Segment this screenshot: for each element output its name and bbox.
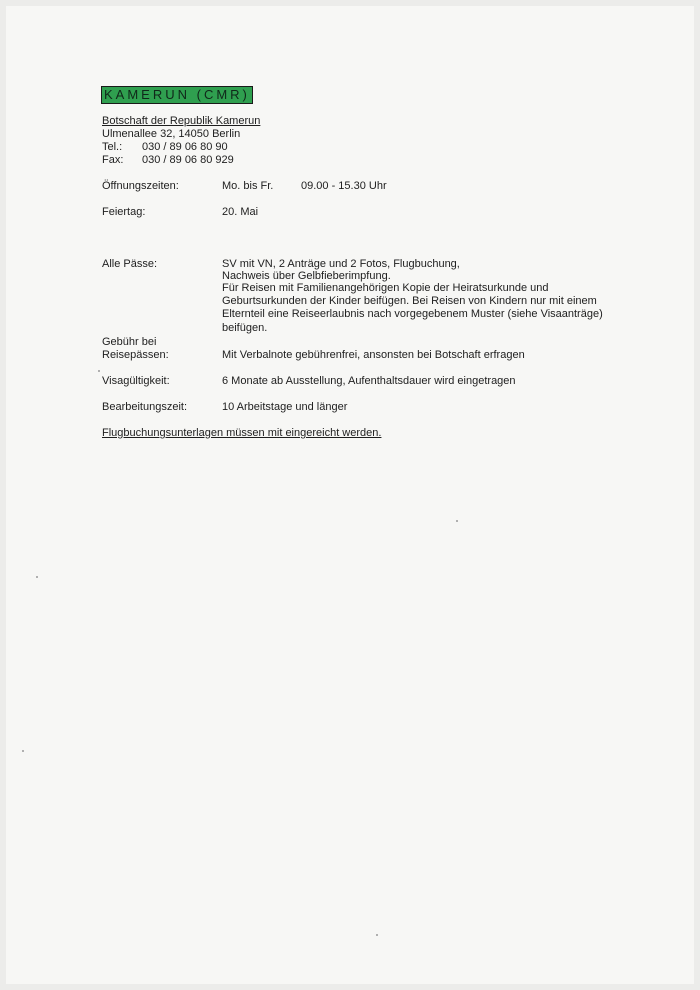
validity-value: 6 Monate ab Ausstellung, Aufenthaltsdauer wird eingetragen — [222, 375, 516, 387]
scan-speck — [98, 370, 100, 372]
passes-line: SV mit VN, 2 Anträge und 2 Fotos, Flugbuchung, — [222, 258, 460, 270]
flight-booking-note: Flugbuchungsunterlagen müssen mit eingereicht werden. — [102, 427, 382, 439]
tel-number: 030 / 89 06 80 90 — [142, 141, 228, 153]
fee-value: Mit Verbalnote gebührenfrei, ansonsten bei Botschaft erfragen — [222, 349, 525, 361]
scan-speck — [36, 576, 38, 578]
passes-line: beifügen. — [222, 322, 268, 334]
passes-line: Nachweis über Gelbfieberimpfung. — [222, 270, 391, 282]
embassy-address: Ulmenallee 32, 14050 Berlin — [102, 128, 241, 140]
embassy-name: Botschaft der Republik Kamerun — [102, 115, 261, 127]
processing-value: 10 Arbeitstage und länger — [222, 401, 348, 413]
validity-label: Visagültigkeit: — [102, 375, 170, 387]
opening-hours-label: Öffnungszeiten: — [102, 180, 179, 192]
scan-speck — [22, 750, 24, 752]
passes-line: Für Reisen mit Familienangehörigen Kopie der Heiratsurkunde und — [222, 282, 549, 294]
opening-hours: 09.00 - 15.30 Uhr — [301, 180, 387, 192]
passes-line: Elternteil eine Reiseerlaubnis nach vorgegebenem Muster (siehe Visaanträge) — [222, 308, 603, 320]
holiday-value: 20. Mai — [222, 206, 259, 218]
fee-label-line2: Reisepässen: — [102, 349, 169, 361]
holiday-label: Feiertag: — [102, 206, 146, 218]
passes-label: Alle Pässe: — [102, 258, 158, 270]
scan-speck — [456, 520, 458, 522]
fee-label-line1: Gebühr bei — [102, 336, 157, 348]
fax-number: 030 / 89 06 80 929 — [142, 154, 234, 166]
opening-days: Mo. bis Fr. — [222, 180, 274, 192]
tel-label: Tel.: — [102, 141, 123, 153]
scan-speck — [376, 934, 378, 936]
passes-line: Geburtsurkunden der Kinder beifügen. Bei Reisen von Kindern nur mit einem — [222, 295, 597, 307]
country-heading: KAMERUN (CMR) — [101, 86, 253, 104]
processing-label: Bearbeitungszeit: — [102, 401, 187, 413]
fax-label: Fax: — [102, 154, 124, 166]
